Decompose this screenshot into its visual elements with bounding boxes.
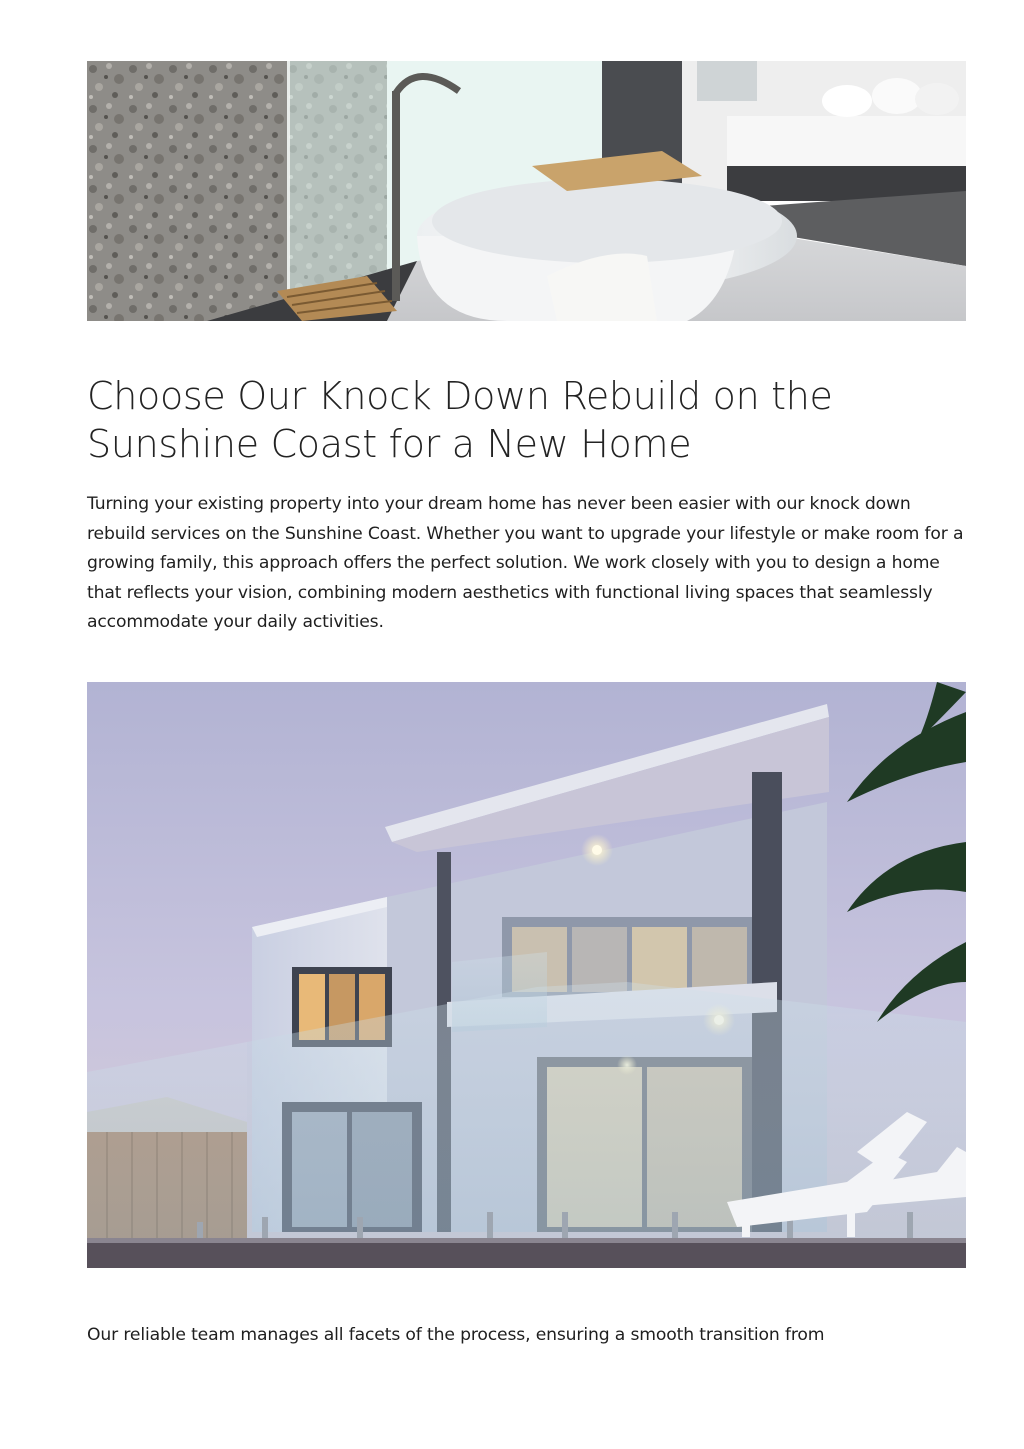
intro-paragraph: Turning your existing property into your dream home has never been easier with our knock down rebuild services on the Sunshine Coast. Whether you want to upgrade your lifestyle or make room for a growing family, this approach offers the perfect solution. We work closely with you to design a home that reflects your vision, combining modern aesthetics with functional living spaces that seamlessly accommodate your daily activities.: [87, 494, 964, 633]
house-photo: [87, 682, 966, 1268]
bathroom-photo: [87, 61, 966, 321]
team-paragraph: Our reliable team manages all facets of the process, ensuring a smooth transition from: [87, 1325, 825, 1345]
page-title: Choose Our Knock Down Rebuild on the Sunshine Coast for a New Home: [87, 374, 833, 466]
